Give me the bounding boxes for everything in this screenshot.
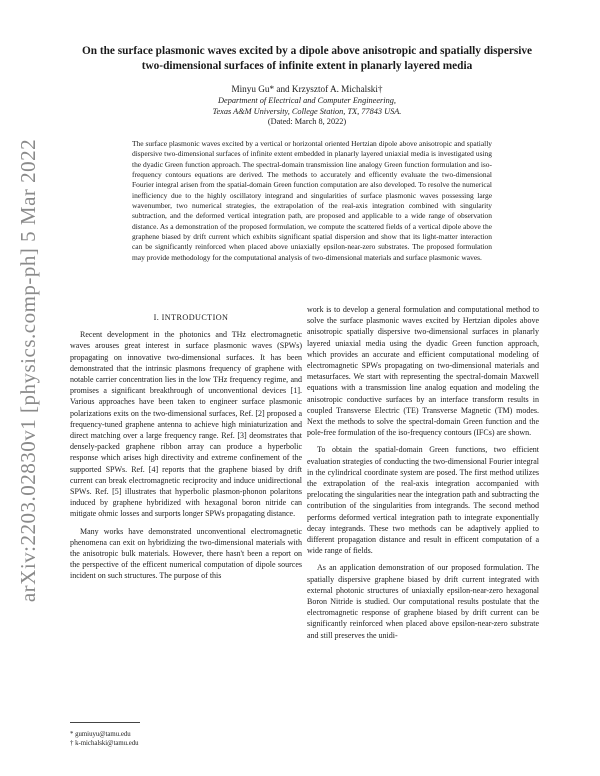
arxiv-identifier: arXiv:2203.02830v1 [physics.comp-ph] 5 Mar 2022 [16, 138, 41, 602]
right-column [307, 304, 539, 647]
footnote-rule [70, 722, 140, 723]
author-list: Minyu Gu* and Krzysztof A. Michalski† [231, 84, 383, 94]
footnotes [70, 730, 302, 748]
date-line: (Dated: March 8, 2022) [267, 117, 347, 126]
intro-paragraph-3: work is to develop a general formulation and computational method to solve the surface plasmonic waves excited by Hertzian dipoles above anisotropic spatially dispersive two-dimensional surfaces in planarly layered uniaxial media using the dyadic Green function approach, which provides an accurate and efficient computational modeling of electromagnetic SPWs propagating on two-dimensional materials and metasurfaces. We start with representing the spectral-domain Maxwell equations with a transmission line analog equation and modeling the anisotropic conductive surfaces by an interface transform results in coupled Transverse Electric (TE) Transverse Magnetic (TM) modes. Next the methods to solve the spectral-domain Green function and the pole-free formulation of the iso-frequency contours (IFCs) are shown. [307, 305, 539, 438]
affiliation-line-1: Department of Electrical and Computer Engineering, [218, 96, 396, 105]
abstract: The surface plasmonic waves excited by a vertical or horizontal oriented Hertzian dipole above anisotropic and spatially dispersive two-dimensional surfaces of infinite extent embedded in planarly layered uniaxial media is investigated using the dyadic Green function approach. The spectral-domain transmission line analogy Green function formulation and iso-frequency contours equations are derived. The methods to accurately and efficently evaluate the two-dimensional Fourier integral arisen from the spatial-domain Green function computation are also developed. To resolve the numerical inefficiency due to the highly oscillatory integrand and singularities of surface plasmonic waves possessing large wavenumber, two numerical strategies, the extrapolation of the real-axis integration combined with singularity subtraction, and the deformed vertical integration path, are proposed and applicable to a wide range of observation distance. As a demonstration of the proposed formulation, we compute the scattered fields of a vertical dipole above the graphene biased by drift current which exhibits significant spatial dispersion and show that its light-matter interaction can be significantly reinforced when placed above uniaxially epsilon-near-zero substrates. The proposed formulation may provide methodology for the computational analysis of two-dimensional materials and surface plasmonic waves. [132, 139, 492, 262]
section-heading: I. INTRODUCTION [153, 313, 229, 322]
left-column [70, 312, 302, 588]
intro-paragraph-4: To obtain the spatial-domain Green functions, two efficient evaluation strategies of conducting the two-dimensional Fourier integral in the cylindrical coordinate system are posed. The first method utilizes the extrapolation of the real-axis integration accompanied with prelocating the singularities near the integration path and subtracting the contribution of the singularities from integrands. The second method performs deformed vertical integration path to integrate exponentially decay integrands. These two methods can be adaptively applied to different propagation distance and result in efficent computation of a wide range of fields. [307, 445, 539, 556]
intro-paragraph-1: Recent development in the photonics and THz electromagnetic waves arouses great interest in surface plasmonic waves (SPWs) propagating on innovative two-dimensional surfaces. It has been demonstrated that the intrinsic plasmons frequency of graphene with notable carrier concentration lies in the low THz frequency regime, and promises a significant breakthrough of unconventional devices [1]. Various approaches have been taken to engineer surface plasmonic polarizations exits on the two-dimensional surfaces, Ref. [2] proposed a frequency-tuned graphene antenna to achieve high miniaturization and direct matching over a large frequency range. Ref. [3] deomstrates that densely-packed graphene ribbon array can produce a hyperbolic response which arises high directivity and extreme confinement of the supported SPWs. Ref. [4] reports that the graphene biased by drift current can break electromagnetic reciprocity and induce unidirectional SPWs. Ref. [5] illustrates that hyperbolic plasmon-phonon polaritons induced by graphene hybridized with hexagonal boron nitride can mitigate ohmic losses and surports longer SPWs propagating distance. [70, 330, 302, 519]
footnote-email-2[interactable]: † k-michalski@tamu.edu [70, 740, 139, 747]
arxiv-sidebar [14, 138, 44, 602]
footnote-email-1[interactable]: * gumiuyu@tamu.edu [70, 731, 131, 738]
intro-paragraph-2: Many works have demonstrated unconventional electromagnetic phenomena can exit on hybridizing the two-dimensional materials with the anisotropic bulk materials. However, there hasn't been a report on the perspective of the efficent numerical computation of dipole sources incident on such structures. The purpose of this [70, 526, 302, 581]
affiliation [72, 96, 542, 117]
affiliation-line-2: Texas A&M University, College Station, TX, 77843 USA. [212, 106, 402, 116]
intro-paragraph-5: As an application demonstration of our proposed formulation. The spatially dispersive graphene biased by drift current integrated with external photonic structures of uniaxially epsilon-near-zero hexagonal Boron Nitride is studied. Our computational results postulate that the electromagnetic response of graphene biased by drift current can be significantly reinforced when placed above epsilon-near-zero substrate and still preserves the unidi- [307, 563, 539, 640]
paper-title: On the surface plasmonic waves excited by a dipole above anisotropic and spatially dispersive two-dimensional surfaces of infinite extent in planarly layered media [81, 45, 533, 72]
